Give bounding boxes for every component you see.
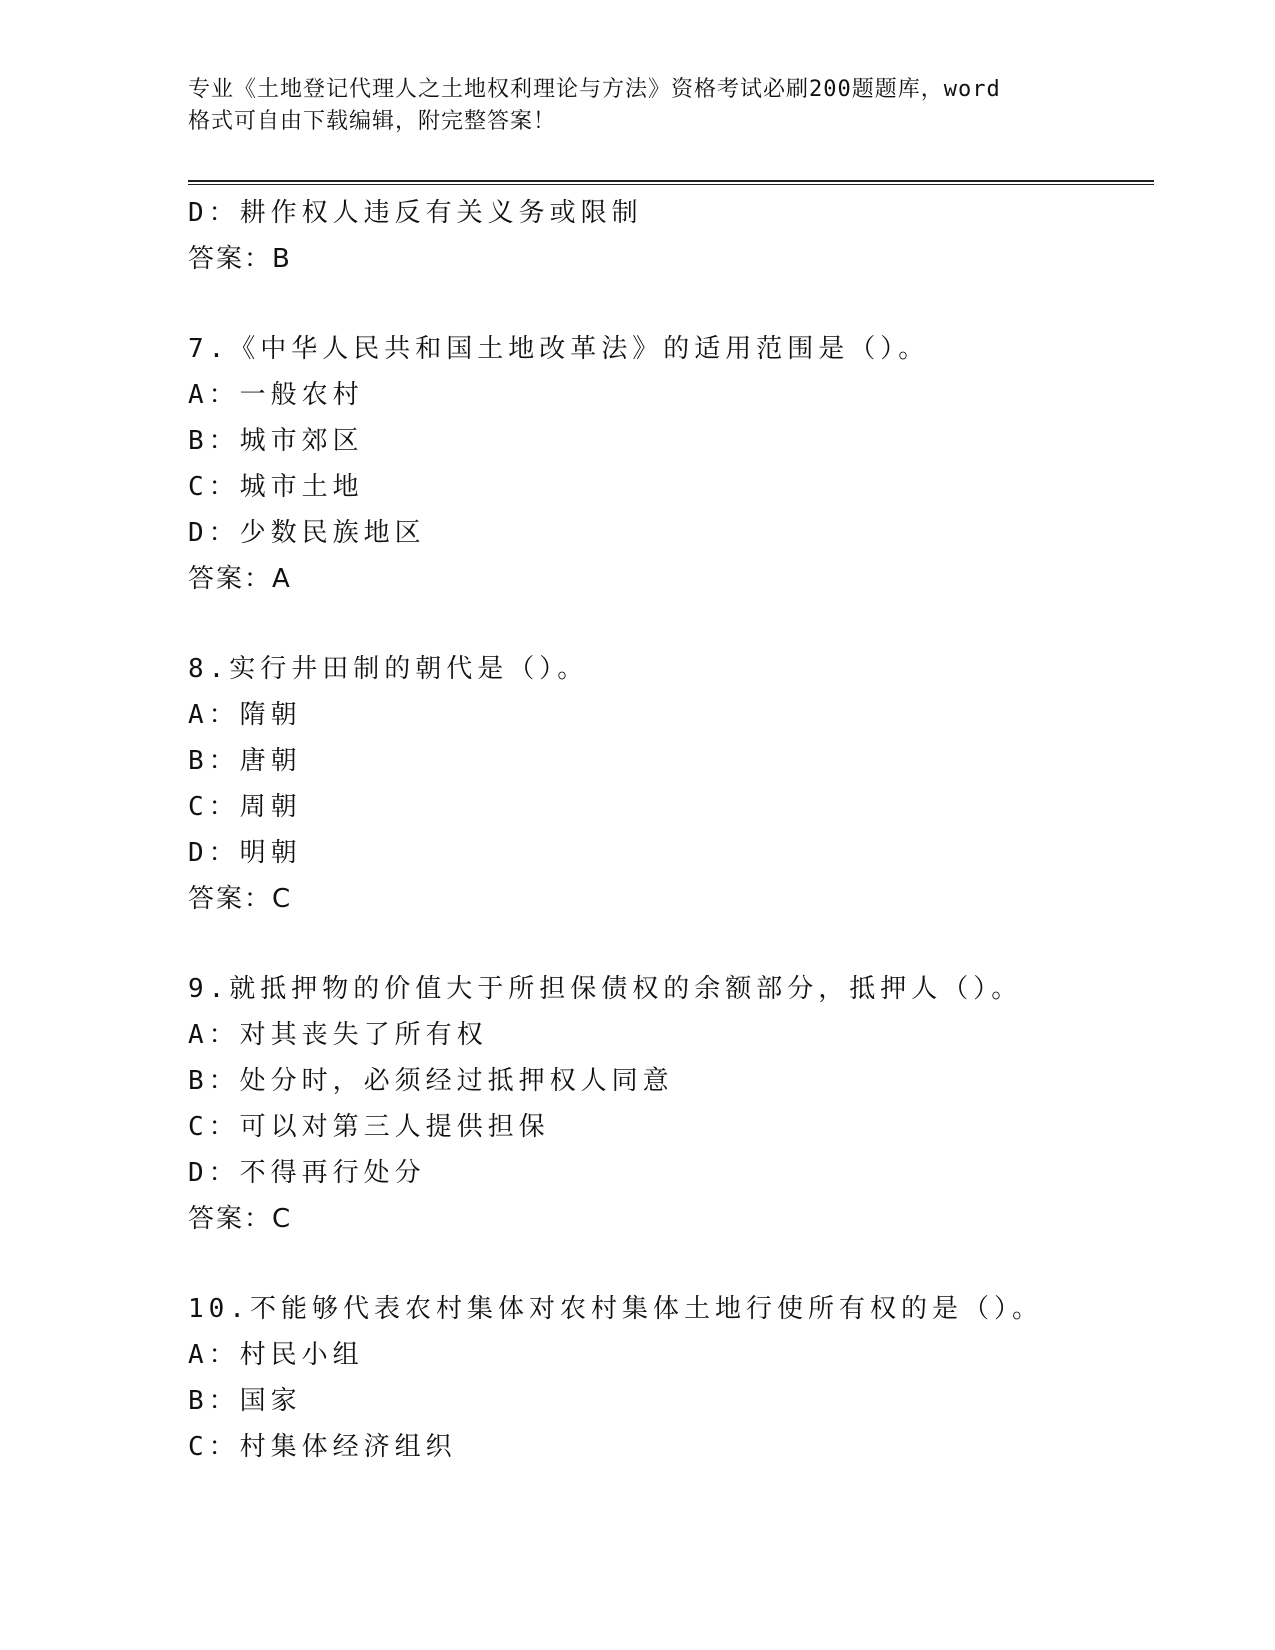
option-b: B：城市郊区 xyxy=(188,426,364,456)
option-a: A：村民小组 xyxy=(188,1340,364,1370)
document-header xyxy=(188,74,1068,138)
header-line-1: 专业《土地登记代理人之土地权利理论与方法》资格考试必刷200题题库，word xyxy=(188,77,1001,102)
question-stem: 7.《中华人民共和国土地改革法》的适用范围是（）。 xyxy=(188,334,930,364)
question-stem: 8.实行井田制的朝代是（）。 xyxy=(188,654,589,684)
answer-line: 答案：C xyxy=(188,884,293,914)
question-10 xyxy=(188,1286,1168,1470)
option-d: D：明朝 xyxy=(188,838,302,868)
option-c: C：可以对第三人提供担保 xyxy=(188,1112,550,1142)
option-d: D：不得再行处分 xyxy=(188,1158,426,1188)
question-9 xyxy=(188,966,1168,1242)
option-a: A：一般农村 xyxy=(188,380,364,410)
previous-question-tail xyxy=(188,190,1168,282)
header-divider-thick xyxy=(188,180,1154,182)
option-c: C：村集体经济组织 xyxy=(188,1432,457,1462)
answer-line: 答案：A xyxy=(188,564,292,594)
question-stem: 9.就抵押物的价值大于所担保债权的余额部分，抵押人（）。 xyxy=(188,974,1023,1004)
header-divider-thin xyxy=(188,184,1154,185)
option-c: C：周朝 xyxy=(188,792,302,822)
option-a: A：隋朝 xyxy=(188,700,302,730)
option-b: B：处分时，必须经过抵押权人同意 xyxy=(188,1066,674,1096)
option-d: D：耕作权人违反有关义务或限制 xyxy=(188,198,643,228)
option-d: D：少数民族地区 xyxy=(188,518,426,548)
header-line-2: 格式可自由下载编辑，附完整答案！ xyxy=(188,109,557,134)
option-a: A：对其丧失了所有权 xyxy=(188,1020,488,1050)
question-7 xyxy=(188,326,1168,602)
answer-line: 答案：C xyxy=(188,1204,293,1234)
option-c: C：城市土地 xyxy=(188,472,364,502)
question-8 xyxy=(188,646,1168,922)
question-list xyxy=(188,190,1168,1470)
question-stem: 10.不能够代表农村集体对农村集体土地行使所有权的是（）。 xyxy=(188,1294,1043,1324)
option-b: B：唐朝 xyxy=(188,746,302,776)
answer-line: 答案：B xyxy=(188,244,292,274)
option-b: B：国家 xyxy=(188,1386,302,1416)
